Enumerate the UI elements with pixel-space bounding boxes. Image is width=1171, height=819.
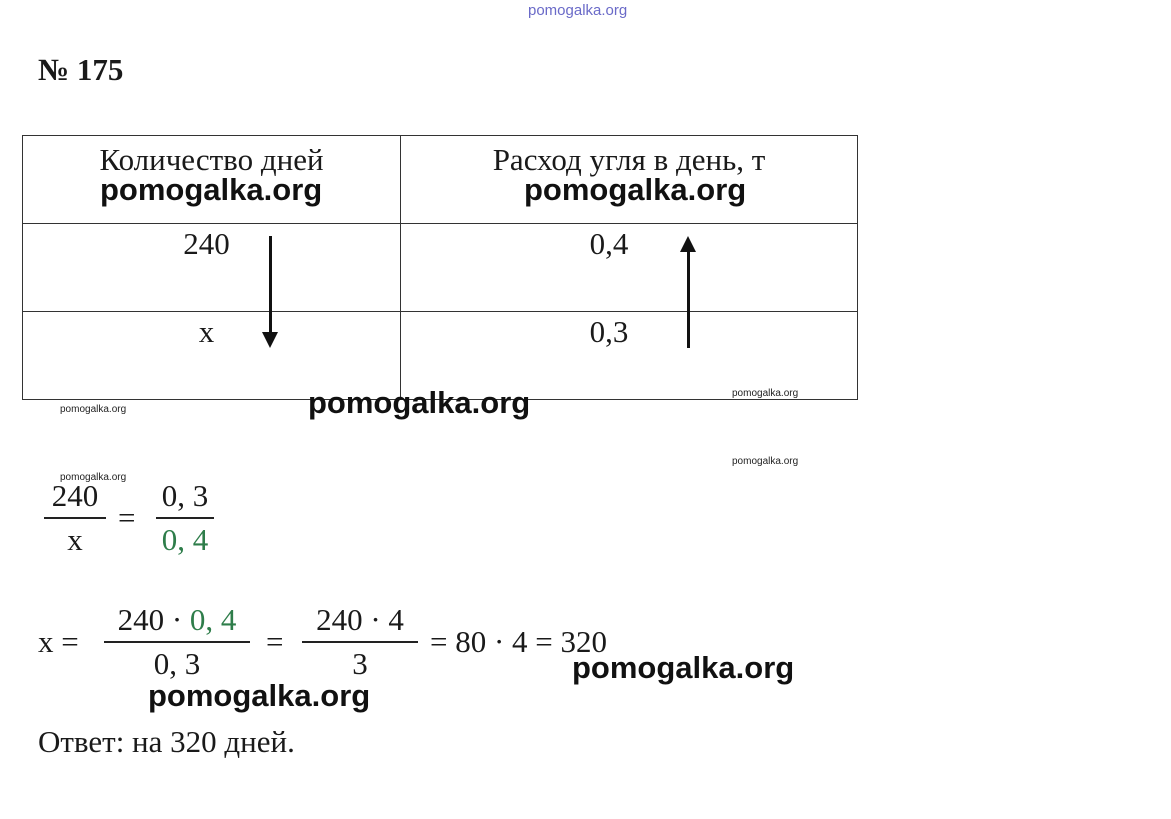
equals-sign: = [118, 500, 136, 535]
fraction-denominator: 0, 3 [153, 646, 201, 681]
watermark-text[interactable]: pomogalka.org [148, 678, 371, 713]
fraction-numerator: 240 · 4 [316, 602, 404, 637]
fraction-numerator: 0, 3 [161, 478, 209, 513]
fraction-numerator: 240 [51, 478, 99, 513]
answer-text: Ответ: на 320 дней. [38, 724, 295, 759]
watermark-text[interactable]: pomogalka.org [60, 404, 127, 415]
watermark-text[interactable]: pomogalka.org [572, 650, 795, 685]
problem-title: № 175 [38, 52, 124, 87]
calc-result: = 80 · 4 = 320 [430, 624, 608, 659]
fraction-bar [104, 641, 250, 643]
table-row [23, 224, 858, 312]
fraction-bar [156, 517, 214, 519]
fraction-bar [44, 517, 106, 519]
table-cell [23, 224, 401, 312]
equals-sign: = [266, 624, 284, 659]
fraction-right [156, 478, 214, 558]
fraction-bar [302, 641, 418, 643]
calc-lhs: x = [38, 624, 79, 659]
numerator-part-green: 0, 4 [189, 602, 237, 637]
watermark-top[interactable]: pomogalka.org [528, 2, 628, 19]
table-cell [401, 224, 858, 312]
cell-consumption-2: 0,3 [589, 314, 629, 349]
watermark-text[interactable]: pomogalka.org [524, 172, 747, 207]
cell-consumption-1: 0,4 [589, 226, 629, 261]
fraction-numerator [104, 602, 250, 638]
numerator-part: 240 · [117, 602, 190, 637]
watermark-text[interactable]: pomogalka.org [60, 472, 127, 483]
header-days-label: Количество дней [99, 142, 324, 177]
fraction-denominator: 3 [352, 646, 368, 681]
fraction-left [44, 478, 106, 558]
cell-days-2: x [198, 314, 215, 349]
header-consumption-label: Расход угля в день, т [492, 142, 766, 177]
watermark-text[interactable]: pomogalka.org [100, 172, 323, 207]
fraction-calc-1 [104, 602, 250, 682]
watermark-text[interactable]: pomogalka.org [732, 456, 799, 467]
cell-days-1: 240 [183, 226, 230, 261]
fraction-calc-2 [302, 602, 418, 682]
watermark-text[interactable]: pomogalka.org [308, 385, 531, 420]
watermark-text[interactable]: pomogalka.org [732, 388, 799, 399]
fraction-denominator: x [67, 522, 83, 557]
fraction-denominator: 0, 4 [161, 522, 209, 557]
